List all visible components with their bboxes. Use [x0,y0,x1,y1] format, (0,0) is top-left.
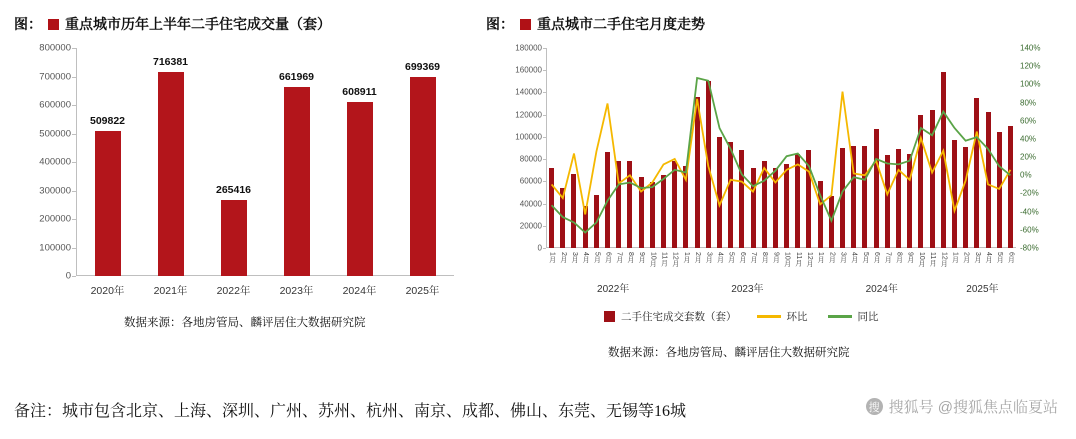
right-chart-title-text: 重点城市二手住宅月度走势 [537,18,705,33]
left-chart-title [14,14,469,34]
right-y-tick-label-right: 80% [1020,98,1037,108]
left-y-tick-label: 800000 [39,42,71,54]
right-month-label: 12月 [940,252,948,267]
right-y-tick-label-left: 20000 [519,221,542,231]
watermark-text: 搜狐号 @搜狐焦点临夏站 [888,399,1058,416]
right-month-label: 10月 [649,252,657,267]
left-bar-rect [410,77,436,276]
right-month-label: 9月 [772,252,780,263]
left-y-tick-mark [72,248,76,249]
right-y-tick-label-right: 40% [1020,134,1037,144]
right-chart-legend [604,309,879,324]
watermark [866,396,1058,417]
legend-label: 环比 [786,311,808,323]
right-month-label: 3月 [570,252,578,263]
left-bar-rect [158,72,184,276]
right-chart-title [486,14,1064,34]
right-month-label: 4月 [850,252,858,263]
right-month-label: 8月 [895,252,903,263]
left-bar [152,55,189,276]
right-month-label: 4月 [582,252,590,263]
left-y-tick-mark [72,219,76,220]
right-y-tick-label-left: 80000 [519,154,542,164]
left-bar-value-label: 265416 [215,184,252,197]
left-x-category-label: 2024年 [342,285,377,297]
right-month-label: 6月 [1007,252,1015,263]
right-chart-panel [486,14,1064,384]
left-y-tick-label: 500000 [39,128,71,139]
right-month-label: 11月 [794,252,802,267]
left-y-tick-label: 100000 [39,242,71,253]
left-y-axis [76,48,77,276]
right-month-label: 4月 [985,252,993,263]
legend-marker-icon [604,311,615,322]
left-bar-rect [221,200,247,276]
right-month-label: 10月 [917,252,925,267]
right-year-group-label: 2022年 [597,284,630,295]
right-month-label: 1月 [682,252,690,263]
right-y-tick-label-right: 20% [1020,152,1037,162]
left-bar-rect [95,131,121,276]
right-month-label: 8月 [626,252,634,263]
right-month-label: 8月 [761,252,769,263]
footer-note: 备注：城市包含北京、上海、深圳、广州、苏州、杭州、南京、成都、佛山、东莞、无锡等16城 [14,403,687,420]
right-line-mom [552,92,1011,215]
left-bar [215,184,252,276]
right-month-label: 10月 [783,252,791,267]
right-month-label: 3月 [973,252,981,263]
left-y-tick-label: 300000 [39,185,71,196]
right-month-label: 6月 [873,252,881,263]
left-y-tick-mark [72,134,76,135]
right-y-tick-label-left: 140000 [515,87,542,97]
right-month-label: 1月 [817,252,825,263]
left-bar-rect [347,102,373,276]
right-y-tick-label-right: 120% [1020,61,1041,71]
right-chart-source: 数据来源：各地房管局、麟评居住大数据研究院 [608,347,850,359]
left-bar [404,60,441,276]
right-month-label: 3月 [839,252,847,263]
left-bar [89,114,126,276]
right-month-label: 7月 [884,252,892,263]
left-y-tick-label: 600000 [39,99,71,111]
right-month-label: 11月 [929,252,937,267]
right-chart-plot-area [515,43,1041,295]
left-y-tick-mark [72,276,76,277]
right-year-group-label: 2023年 [731,284,764,295]
right-y-tick-label-right: -40% [1020,207,1039,217]
right-month-label: 6月 [738,252,746,263]
right-y-tick-label-left: 100000 [515,132,542,142]
right-y-tick-label-left: 180000 [515,43,542,53]
right-month-label: 2月 [962,252,970,263]
legend-marker-icon [757,315,781,318]
right-year-group-label: 2024年 [865,284,898,295]
right-y-tick-label-left: 60000 [519,176,542,186]
legend-item [828,309,879,324]
left-y-tick-mark [72,162,76,163]
right-y-tick-label-left: 40000 [519,199,542,209]
right-line-series-layer [546,48,1016,248]
left-x-category-label: 2021年 [153,285,188,297]
right-month-label: 5月 [727,252,735,263]
right-y-tick-mark [543,248,546,249]
right-month-label: 9月 [638,252,646,263]
right-month-label: 1月 [951,252,959,263]
legend-label: 二手住宅成交套数（套） [621,311,737,323]
right-y-tick-label-right: 60% [1020,116,1037,126]
left-y-tick-label: 0 [65,270,71,282]
left-chart-title-text: 重点城市历年上半年二手住宅成交量（套） [65,18,331,33]
right-month-label: 3月 [705,252,713,263]
left-x-category-label: 2023年 [279,285,314,297]
right-y-tick-label-right: 140% [1020,43,1041,53]
left-chart-panel [14,14,469,344]
legend-item [604,309,737,324]
left-y-tick-mark [72,191,76,192]
left-bar [342,86,377,276]
right-month-label: 2月 [694,252,702,263]
left-y-tick-label: 200000 [39,213,71,225]
right-month-label: 4月 [716,252,724,263]
left-y-tick-mark [72,48,76,49]
right-month-label: 7月 [750,252,758,263]
right-y-tick-label-left: 160000 [515,65,542,75]
title-prefix-label: 图： [14,18,42,33]
right-month-label: 9月 [906,252,914,263]
right-month-label: 2月 [828,252,836,263]
right-month-label: 12月 [671,252,679,267]
right-y-tick-label-right: -20% [1020,188,1039,198]
right-y-tick-label-right: 100% [1020,79,1041,89]
right-year-group-label: 2025年 [966,284,999,295]
left-chart-source: 数据来源：各地房管局、麟评居住大数据研究院 [124,317,366,329]
left-x-category-label: 2022年 [216,285,251,297]
legend-marker-icon [828,315,852,318]
legend-label: 同比 [857,311,879,323]
right-month-label: 2月 [559,252,567,263]
right-month-label: 12月 [805,252,813,267]
right-month-label: 1月 [548,252,556,263]
left-y-tick-label: 400000 [39,156,71,168]
right-month-label: 5月 [861,252,869,263]
watermark-logo-icon: 搜 [866,398,883,415]
left-chart-plot-area [39,42,454,297]
right-y-tick-label-right: 0% [1020,170,1032,180]
right-month-label: 7月 [615,252,623,263]
left-bar [278,71,315,276]
left-y-tick-label: 700000 [39,71,71,82]
right-y-tick-label-left: 0 [537,243,542,253]
title-color-swatch [48,19,59,30]
right-month-label: 11月 [660,252,668,267]
legend-item [757,309,808,324]
left-bar-value-label: 509822 [89,114,126,127]
right-y-tick-label-right: -60% [1020,225,1039,235]
title-prefix-label-right: 图： [486,18,514,33]
left-bar-rect [284,87,310,276]
right-month-label: 5月 [593,252,601,263]
left-x-category-label: 2020年 [90,285,125,297]
left-y-tick-mark [72,77,76,78]
right-y-tick-label-left: 120000 [515,110,542,120]
left-bar-value-label: 716381 [152,55,189,68]
left-x-axis [76,275,454,276]
left-bar-value-label: 661969 [278,71,315,84]
left-y-tick-mark [72,105,76,106]
right-month-label: 5月 [996,252,1004,263]
right-y-tick-label-right: -80% [1020,243,1039,253]
title-color-swatch-right [520,19,531,30]
left-x-category-label: 2025年 [405,285,440,297]
left-bar-value-label: 608911 [342,86,377,99]
left-bar-value-label: 699369 [404,60,441,73]
right-month-label: 6月 [604,252,612,263]
